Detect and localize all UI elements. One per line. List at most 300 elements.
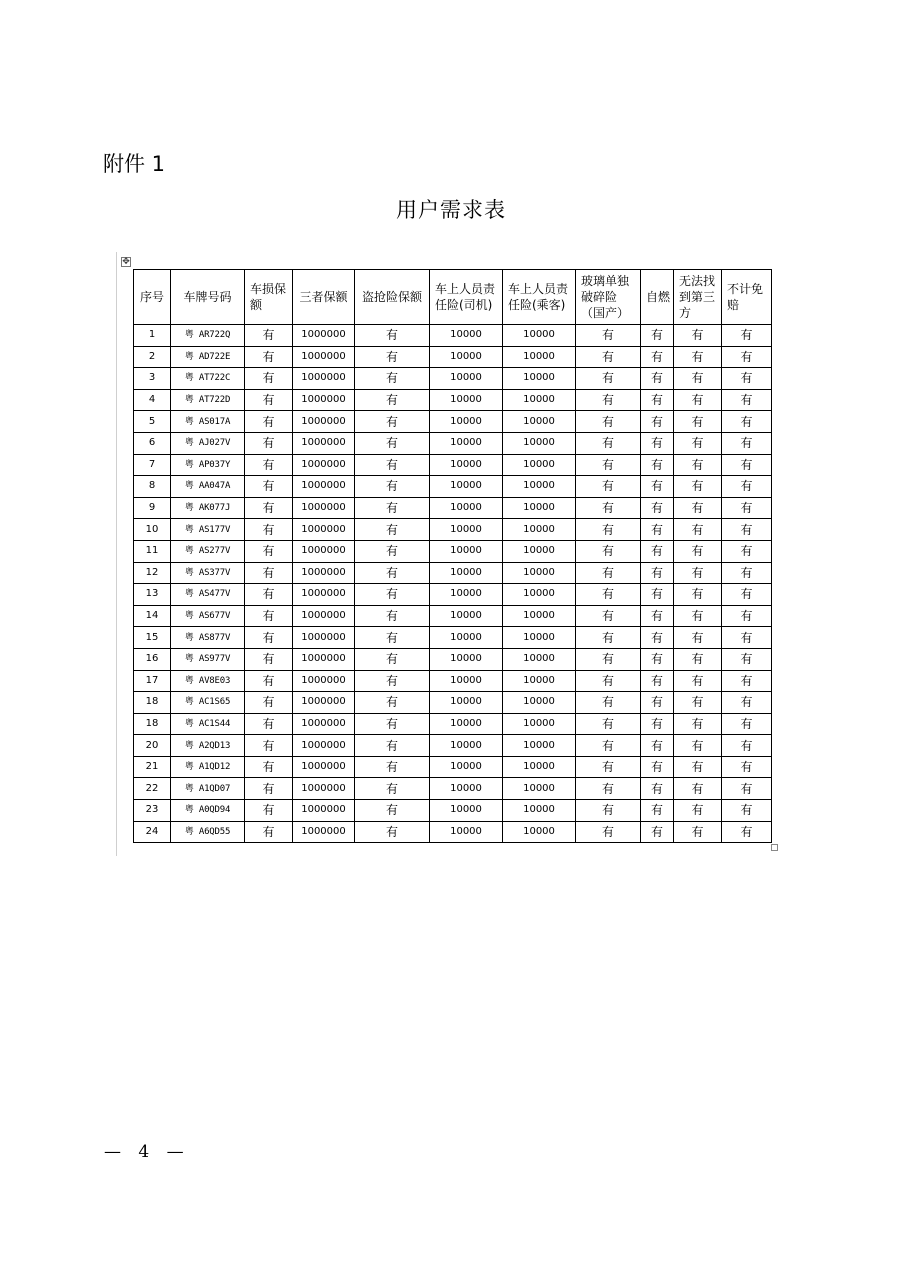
cell-theft: 有 [355,389,430,411]
cell-vehicle-damage: 有 [245,562,293,584]
cell-theft: 有 [355,584,430,606]
header-theft: 盗抢险保额 [355,270,430,325]
cell-third-party: 1000000 [293,605,355,627]
cell-no-deductible: 有 [722,346,772,368]
cell-third-party: 1000000 [293,692,355,714]
cell-serial: 5 [134,411,171,433]
cell-self-ignition: 有 [641,411,674,433]
cell-third-party: 1000000 [293,562,355,584]
cell-self-ignition: 有 [641,325,674,347]
cell-vehicle-damage: 有 [245,627,293,649]
cell-no-third-party: 有 [674,476,722,498]
cell-no-deductible: 有 [722,562,772,584]
cell-vehicle-damage: 有 [245,325,293,347]
cell-passenger-liability: 10000 [503,325,576,347]
cell-no-third-party: 有 [674,540,722,562]
cell-no-third-party: 有 [674,778,722,800]
cell-third-party: 1000000 [293,411,355,433]
cell-glass: 有 [576,325,641,347]
cell-driver-liability: 10000 [430,346,503,368]
cell-no-deductible: 有 [722,497,772,519]
cell-no-deductible: 有 [722,389,772,411]
table-row [134,432,772,454]
cell-glass: 有 [576,627,641,649]
cell-plate: 粤 AR722Q [171,325,245,347]
cell-theft: 有 [355,497,430,519]
cell-glass: 有 [576,519,641,541]
cell-serial: 8 [134,476,171,498]
cell-no-deductible: 有 [722,800,772,822]
cell-serial: 15 [134,627,171,649]
cell-passenger-liability: 10000 [503,497,576,519]
cell-self-ignition: 有 [641,692,674,714]
cell-driver-liability: 10000 [430,627,503,649]
table-move-handle-icon[interactable]: ✥ [122,257,130,267]
table-row [134,389,772,411]
cell-driver-liability: 10000 [430,411,503,433]
cell-third-party: 1000000 [293,584,355,606]
cell-driver-liability: 10000 [430,692,503,714]
cell-no-third-party: 有 [674,713,722,735]
cell-no-deductible: 有 [722,368,772,390]
cell-plate: 粤 A1QD07 [171,778,245,800]
cell-vehicle-damage: 有 [245,756,293,778]
cell-theft: 有 [355,411,430,433]
cell-no-third-party: 有 [674,627,722,649]
cell-glass: 有 [576,778,641,800]
cell-glass: 有 [576,411,641,433]
cell-third-party: 1000000 [293,735,355,757]
table-row [134,454,772,476]
cell-plate: 粤 AA047A [171,476,245,498]
cell-glass: 有 [576,670,641,692]
cell-driver-liability: 10000 [430,778,503,800]
cell-third-party: 1000000 [293,821,355,843]
cell-no-third-party: 有 [674,692,722,714]
cell-plate: 粤 AP037Y [171,454,245,476]
cell-driver-liability: 10000 [430,584,503,606]
cell-self-ignition: 有 [641,648,674,670]
cell-theft: 有 [355,670,430,692]
cell-glass: 有 [576,800,641,822]
cell-glass: 有 [576,584,641,606]
cell-passenger-liability: 10000 [503,540,576,562]
cell-passenger-liability: 10000 [503,389,576,411]
cell-vehicle-damage: 有 [245,778,293,800]
cell-vehicle-damage: 有 [245,735,293,757]
cell-vehicle-damage: 有 [245,432,293,454]
cell-self-ignition: 有 [641,670,674,692]
cell-vehicle-damage: 有 [245,497,293,519]
cell-plate: 粤 AC1S65 [171,692,245,714]
cell-third-party: 1000000 [293,325,355,347]
cell-third-party: 1000000 [293,670,355,692]
table-row [134,476,772,498]
cell-serial: 2 [134,346,171,368]
cell-third-party: 1000000 [293,432,355,454]
cell-driver-liability: 10000 [430,389,503,411]
cell-no-third-party: 有 [674,584,722,606]
cell-serial: 13 [134,584,171,606]
cell-theft: 有 [355,325,430,347]
cell-vehicle-damage: 有 [245,411,293,433]
table-row [134,821,772,843]
table-row [134,368,772,390]
table-body [134,325,772,843]
header-plate: 车牌号码 [171,270,245,325]
table-row [134,692,772,714]
cell-passenger-liability: 10000 [503,432,576,454]
cell-plate: 粤 AT722C [171,368,245,390]
cell-third-party: 1000000 [293,756,355,778]
attachment-label: 附件 1 [103,152,166,176]
cell-theft: 有 [355,454,430,476]
table-row [134,497,772,519]
cell-no-deductible: 有 [722,519,772,541]
cell-glass: 有 [576,346,641,368]
table-row [134,778,772,800]
cell-vehicle-damage: 有 [245,800,293,822]
cell-serial: 20 [134,735,171,757]
cell-third-party: 1000000 [293,713,355,735]
cell-driver-liability: 10000 [430,713,503,735]
page-title: 用户需求表 [396,198,506,222]
cell-passenger-liability: 10000 [503,692,576,714]
header-serial: 序号 [134,270,171,325]
cell-no-deductible: 有 [722,713,772,735]
requirements-table [133,269,772,843]
cell-no-deductible: 有 [722,325,772,347]
cell-vehicle-damage: 有 [245,670,293,692]
cell-passenger-liability: 10000 [503,411,576,433]
cell-passenger-liability: 10000 [503,627,576,649]
cell-driver-liability: 10000 [430,670,503,692]
cell-glass: 有 [576,692,641,714]
cell-theft: 有 [355,800,430,822]
cell-no-deductible: 有 [722,584,772,606]
cell-glass: 有 [576,735,641,757]
cell-no-deductible: 有 [722,648,772,670]
cell-passenger-liability: 10000 [503,735,576,757]
cell-vehicle-damage: 有 [245,454,293,476]
table-row [134,627,772,649]
cell-serial: 4 [134,389,171,411]
cell-glass: 有 [576,368,641,390]
table-row [134,325,772,347]
cell-glass: 有 [576,605,641,627]
cell-self-ignition: 有 [641,519,674,541]
cell-vehicle-damage: 有 [245,821,293,843]
cell-plate: 粤 AS177V [171,519,245,541]
cell-glass: 有 [576,821,641,843]
cell-third-party: 1000000 [293,476,355,498]
cell-serial: 22 [134,778,171,800]
cell-plate: 粤 A1QD12 [171,756,245,778]
cell-vehicle-damage: 有 [245,605,293,627]
cell-glass: 有 [576,756,641,778]
cell-plate: 粤 AV8E03 [171,670,245,692]
cell-no-deductible: 有 [722,605,772,627]
cell-driver-liability: 10000 [430,432,503,454]
cell-vehicle-damage: 有 [245,692,293,714]
cell-no-third-party: 有 [674,389,722,411]
cell-third-party: 1000000 [293,497,355,519]
cell-no-deductible: 有 [722,756,772,778]
cell-self-ignition: 有 [641,432,674,454]
cell-no-third-party: 有 [674,756,722,778]
table-row [134,756,772,778]
cell-serial: 12 [134,562,171,584]
table-row [134,670,772,692]
cell-glass: 有 [576,713,641,735]
cell-serial: 23 [134,800,171,822]
table-resize-handle-icon[interactable] [771,844,778,851]
cell-serial: 14 [134,605,171,627]
header-no-third-party: 无法找到第三方 [674,270,722,325]
cell-no-third-party: 有 [674,346,722,368]
header-driver-liability: 车上人员责任险(司机) [430,270,503,325]
cell-driver-liability: 10000 [430,605,503,627]
cell-self-ignition: 有 [641,735,674,757]
cell-plate: 粤 AT722D [171,389,245,411]
cell-serial: 3 [134,368,171,390]
cell-serial: 11 [134,540,171,562]
table-row [134,735,772,757]
cell-third-party: 1000000 [293,454,355,476]
table-row [134,648,772,670]
cell-no-deductible: 有 [722,627,772,649]
cell-theft: 有 [355,648,430,670]
cell-driver-liability: 10000 [430,800,503,822]
cell-vehicle-damage: 有 [245,389,293,411]
cell-passenger-liability: 10000 [503,648,576,670]
cell-no-third-party: 有 [674,735,722,757]
cell-vehicle-damage: 有 [245,476,293,498]
cell-self-ignition: 有 [641,368,674,390]
cell-self-ignition: 有 [641,627,674,649]
cell-plate: 粤 A6QD55 [171,821,245,843]
cell-no-deductible: 有 [722,778,772,800]
table-row [134,411,772,433]
cell-driver-liability: 10000 [430,325,503,347]
cell-self-ignition: 有 [641,756,674,778]
cell-self-ignition: 有 [641,476,674,498]
cell-glass: 有 [576,432,641,454]
header-glass: 玻璃单独破碎险（国产） [576,270,641,325]
cell-self-ignition: 有 [641,821,674,843]
cell-theft: 有 [355,368,430,390]
cell-glass: 有 [576,476,641,498]
cell-theft: 有 [355,692,430,714]
cell-self-ignition: 有 [641,540,674,562]
cell-no-deductible: 有 [722,454,772,476]
cell-no-deductible: 有 [722,432,772,454]
cell-passenger-liability: 10000 [503,346,576,368]
cell-third-party: 1000000 [293,346,355,368]
cell-self-ignition: 有 [641,562,674,584]
cell-passenger-liability: 10000 [503,562,576,584]
cell-plate: 粤 AD722E [171,346,245,368]
cell-vehicle-damage: 有 [245,346,293,368]
cell-plate: 粤 AS377V [171,562,245,584]
cell-theft: 有 [355,605,430,627]
cell-vehicle-damage: 有 [245,540,293,562]
cell-third-party: 1000000 [293,368,355,390]
cell-no-deductible: 有 [722,476,772,498]
cell-glass: 有 [576,540,641,562]
cell-glass: 有 [576,648,641,670]
cell-theft: 有 [355,821,430,843]
table-boundary-guide [116,252,117,856]
cell-passenger-liability: 10000 [503,670,576,692]
cell-vehicle-damage: 有 [245,713,293,735]
cell-no-third-party: 有 [674,497,722,519]
cell-third-party: 1000000 [293,627,355,649]
cell-glass: 有 [576,389,641,411]
table-row [134,713,772,735]
cell-vehicle-damage: 有 [245,368,293,390]
cell-plate: 粤 AS017A [171,411,245,433]
cell-theft: 有 [355,562,430,584]
cell-plate: 粤 AS477V [171,584,245,606]
cell-plate: 粤 AJ027V [171,432,245,454]
table-row [134,562,772,584]
cell-no-deductible: 有 [722,821,772,843]
cell-serial: 18 [134,692,171,714]
cell-serial: 18 [134,713,171,735]
cell-plate: 粤 A2QD13 [171,735,245,757]
cell-serial: 10 [134,519,171,541]
table-row [134,540,772,562]
cell-third-party: 1000000 [293,389,355,411]
cell-driver-liability: 10000 [430,735,503,757]
cell-third-party: 1000000 [293,800,355,822]
cell-serial: 7 [134,454,171,476]
cell-serial: 24 [134,821,171,843]
cell-serial: 17 [134,670,171,692]
cell-no-third-party: 有 [674,605,722,627]
cell-no-third-party: 有 [674,432,722,454]
cell-no-deductible: 有 [722,540,772,562]
cell-driver-liability: 10000 [430,519,503,541]
header-no-deductible: 不计免赔 [722,270,772,325]
cell-passenger-liability: 10000 [503,756,576,778]
cell-passenger-liability: 10000 [503,778,576,800]
cell-self-ignition: 有 [641,497,674,519]
cell-self-ignition: 有 [641,605,674,627]
cell-no-third-party: 有 [674,325,722,347]
cell-driver-liability: 10000 [430,497,503,519]
page-number: — 4 — [104,1142,190,1162]
cell-driver-liability: 10000 [430,454,503,476]
cell-serial: 9 [134,497,171,519]
cell-driver-liability: 10000 [430,476,503,498]
cell-driver-liability: 10000 [430,368,503,390]
cell-no-third-party: 有 [674,411,722,433]
cell-vehicle-damage: 有 [245,648,293,670]
cell-no-third-party: 有 [674,562,722,584]
cell-self-ignition: 有 [641,346,674,368]
table-row [134,346,772,368]
cell-serial: 21 [134,756,171,778]
cell-serial: 1 [134,325,171,347]
cell-vehicle-damage: 有 [245,584,293,606]
cell-plate: 粤 AC1S44 [171,713,245,735]
cell-theft: 有 [355,540,430,562]
cell-self-ignition: 有 [641,454,674,476]
cell-theft: 有 [355,346,430,368]
cell-plate: 粤 AS277V [171,540,245,562]
header-passenger-liability: 车上人员责任险(乘客) [503,270,576,325]
header-third-party: 三者保额 [293,270,355,325]
cell-driver-liability: 10000 [430,821,503,843]
cell-no-third-party: 有 [674,648,722,670]
cell-no-third-party: 有 [674,454,722,476]
header-vehicle-damage: 车损保额 [245,270,293,325]
cell-no-deductible: 有 [722,735,772,757]
cell-self-ignition: 有 [641,389,674,411]
cell-theft: 有 [355,519,430,541]
cell-third-party: 1000000 [293,778,355,800]
cell-theft: 有 [355,627,430,649]
cell-passenger-liability: 10000 [503,821,576,843]
cell-self-ignition: 有 [641,800,674,822]
table-row [134,605,772,627]
cell-no-deductible: 有 [722,670,772,692]
table-row [134,800,772,822]
cell-third-party: 1000000 [293,540,355,562]
cell-passenger-liability: 10000 [503,584,576,606]
cell-passenger-liability: 10000 [503,605,576,627]
cell-passenger-liability: 10000 [503,454,576,476]
cell-no-third-party: 有 [674,821,722,843]
cell-passenger-liability: 10000 [503,519,576,541]
cell-no-deductible: 有 [722,692,772,714]
cell-no-third-party: 有 [674,368,722,390]
cell-theft: 有 [355,476,430,498]
cell-passenger-liability: 10000 [503,476,576,498]
header-self-ignition: 自燃 [641,270,674,325]
cell-self-ignition: 有 [641,778,674,800]
cell-plate: 粤 AS677V [171,605,245,627]
cell-serial: 6 [134,432,171,454]
cell-theft: 有 [355,735,430,757]
cell-glass: 有 [576,454,641,476]
cell-driver-liability: 10000 [430,648,503,670]
cell-theft: 有 [355,432,430,454]
cell-third-party: 1000000 [293,648,355,670]
cell-passenger-liability: 10000 [503,713,576,735]
cell-theft: 有 [355,778,430,800]
cell-passenger-liability: 10000 [503,800,576,822]
table-row [134,519,772,541]
cell-plate: 粤 AK077J [171,497,245,519]
cell-vehicle-damage: 有 [245,519,293,541]
cell-no-third-party: 有 [674,519,722,541]
cell-glass: 有 [576,497,641,519]
cell-driver-liability: 10000 [430,562,503,584]
cell-driver-liability: 10000 [430,540,503,562]
table-row [134,584,772,606]
cell-no-third-party: 有 [674,670,722,692]
cell-self-ignition: 有 [641,713,674,735]
table-header-row [134,270,772,325]
cell-third-party: 1000000 [293,519,355,541]
cell-no-deductible: 有 [722,411,772,433]
cell-plate: 粤 AS977V [171,648,245,670]
cell-plate: 粤 AS877V [171,627,245,649]
cell-plate: 粤 A0QD94 [171,800,245,822]
